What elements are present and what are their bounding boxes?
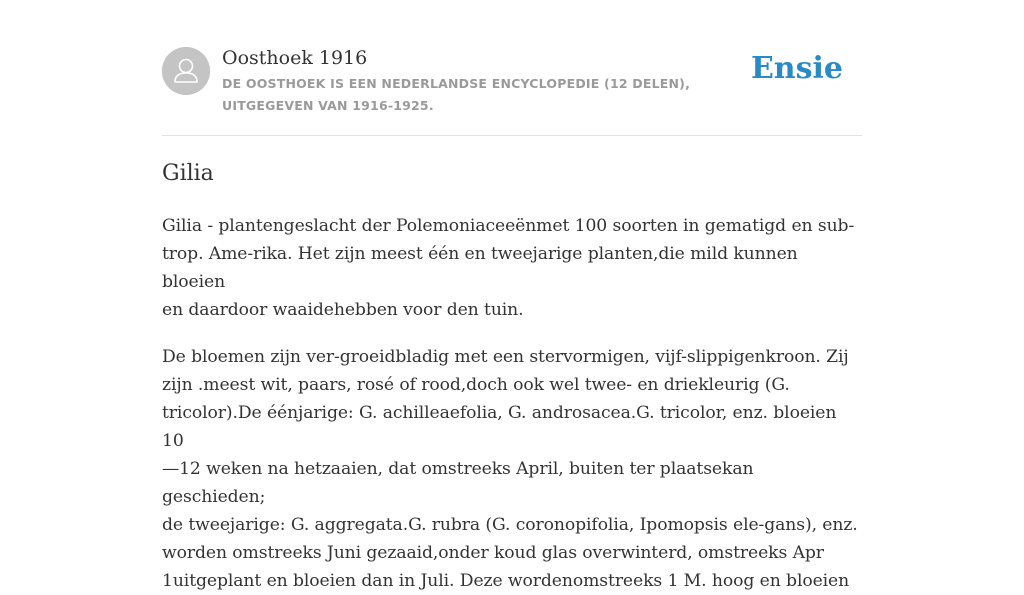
user-icon bbox=[162, 47, 210, 95]
source-header bbox=[162, 44, 862, 136]
article-paragraph: Gilia - plantengeslacht der Polemoniaceeënmet 100 soorten in gematigd en sub- trop. Ame-rika. Het zijn meest één en tweejarige planten,die mild kunnen bloeien en daardoor waaidehebben voor den tuin. bbox=[162, 216, 855, 320]
brand-logo[interactable]: Ensie bbox=[750, 51, 843, 86]
article-paragraph: De bloemen zijn ver-groeidbladig met een stervormigen, vijf-slippigenkroon. Zij zijn .meest wit, paars, rosé of rood,doch ook wel twee- en driekleurig (G. tricolor).De éénjarige: G. achilleaefolia, G. androsacea.G. tricolor, enz. bloeien 10 —12 weken na hetzaaien, dat omstreeks April, buiten ter plaatsekan geschieden; de tweejarige: G. aggregata.G. rubra (G. coronopifolia, Ipomopsis ele-gans), enz. worden omstreeks Juni gezaaid,onder koud glas overwinterd, omstreeks Apr 1uitgeplant en bloeien dan in Juli. Deze wordenomstreeks 1 M. hoog en bloeien bbox=[162, 347, 858, 591]
source-description: DE OOSTHOEK IS EEN NEDERLANDSE ENCYCLOPEDIE (12 DELEN), UITGEGEVEN VAN 1916-1925. bbox=[222, 76, 691, 113]
article-title: Gilia bbox=[162, 161, 214, 186]
header-divider bbox=[162, 135, 862, 136]
source-title[interactable]: Oosthoek 1916 bbox=[222, 47, 368, 69]
article bbox=[162, 158, 862, 595]
